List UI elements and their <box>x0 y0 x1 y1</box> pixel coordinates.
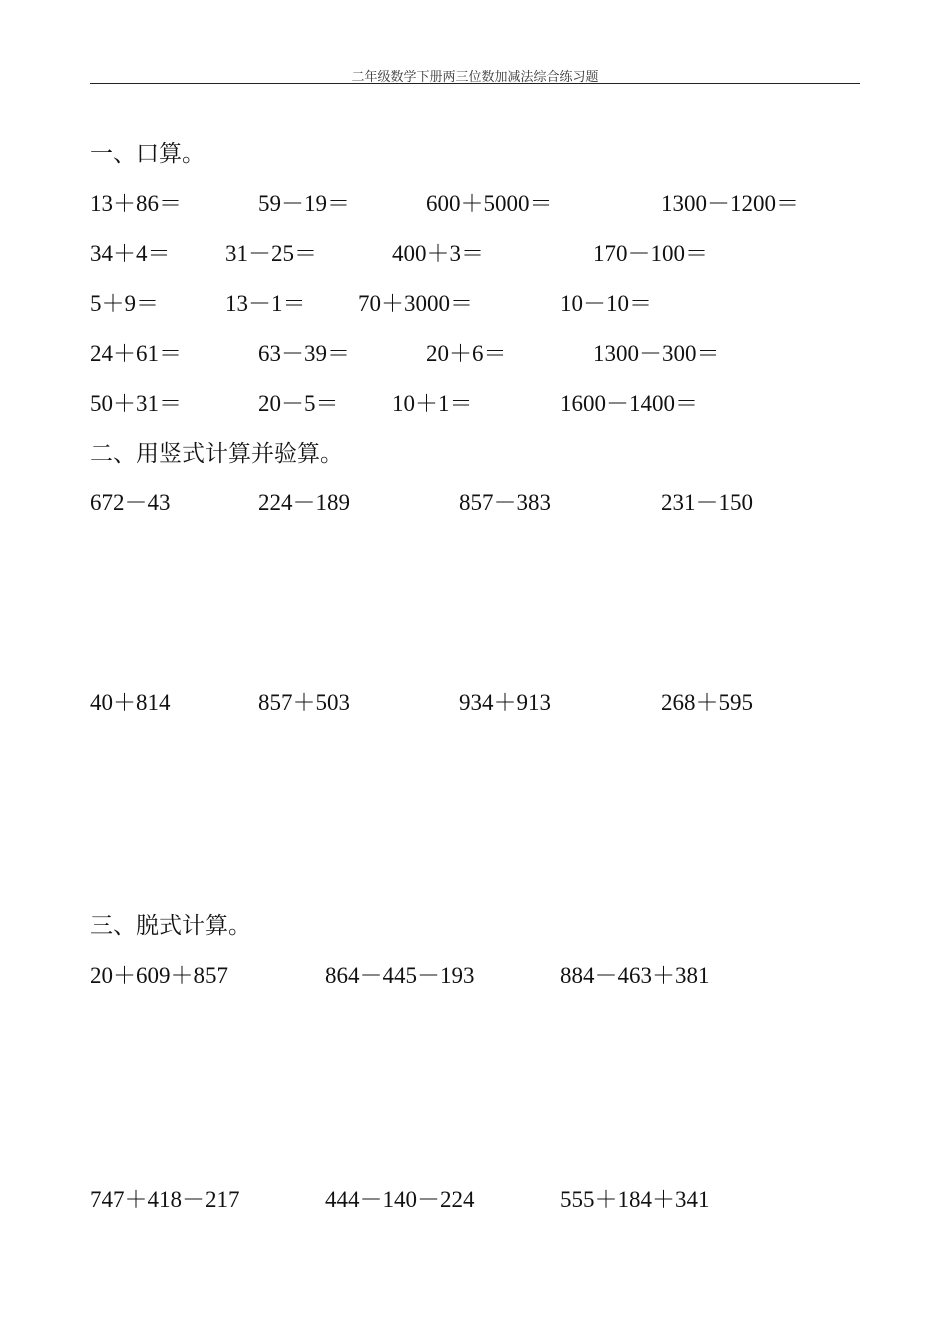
mental-math-item: 10－10＝ <box>560 291 652 316</box>
vertical-calc-item: 40＋814 <box>90 690 171 715</box>
section-3-title: 三、脱式计算。 <box>90 913 251 938</box>
vertical-calc-item: 857－383 <box>459 490 551 515</box>
vertical-calc-item: 231－150 <box>661 490 753 515</box>
step-calc-item: 444－140－224 <box>325 1187 475 1212</box>
step-calc-item: 20＋609＋857 <box>90 963 228 988</box>
mental-math-item: 50＋31＝ <box>90 391 182 416</box>
vertical-calc-item: 934＋913 <box>459 690 551 715</box>
mental-math-item: 5＋9＝ <box>90 291 159 316</box>
step-calc-item: 747＋418－217 <box>90 1187 240 1212</box>
mental-math-item: 20＋6＝ <box>426 341 507 366</box>
mental-math-item: 34＋4＝ <box>90 241 171 266</box>
mental-math-item: 31－25＝ <box>225 241 317 266</box>
mental-math-item: 1300－300＝ <box>593 341 720 366</box>
mental-math-item: 1600－1400＝ <box>560 391 698 416</box>
mental-math-item: 63－39＝ <box>258 341 350 366</box>
header-rule <box>90 83 860 84</box>
section-1-title: 一、口算。 <box>90 141 205 166</box>
page-header: 二年级数学下册两三位数加减法综合练习题 <box>351 69 599 84</box>
step-calc-item: 864－445－193 <box>325 963 475 988</box>
mental-math-item: 70＋3000＝ <box>358 291 473 316</box>
vertical-calc-item: 857＋503 <box>258 690 350 715</box>
mental-math-item: 170－100＝ <box>593 241 708 266</box>
mental-math-item: 600＋5000＝ <box>426 191 553 216</box>
section-2-title: 二、用竖式计算并验算。 <box>90 441 343 466</box>
mental-math-item: 20－5＝ <box>258 391 339 416</box>
mental-math-item: 13－1＝ <box>225 291 306 316</box>
mental-math-item: 400＋3＝ <box>392 241 484 266</box>
vertical-calc-item: 268＋595 <box>661 690 753 715</box>
step-calc-item: 555＋184＋341 <box>560 1187 710 1212</box>
vertical-calc-item: 672－43 <box>90 490 171 515</box>
mental-math-item: 13＋86＝ <box>90 191 182 216</box>
mental-math-item: 10＋1＝ <box>392 391 473 416</box>
mental-math-item: 1300－1200＝ <box>661 191 799 216</box>
mental-math-item: 59－19＝ <box>258 191 350 216</box>
step-calc-item: 884－463＋381 <box>560 963 710 988</box>
mental-math-item: 24＋61＝ <box>90 341 182 366</box>
vertical-calc-item: 224－189 <box>258 490 350 515</box>
